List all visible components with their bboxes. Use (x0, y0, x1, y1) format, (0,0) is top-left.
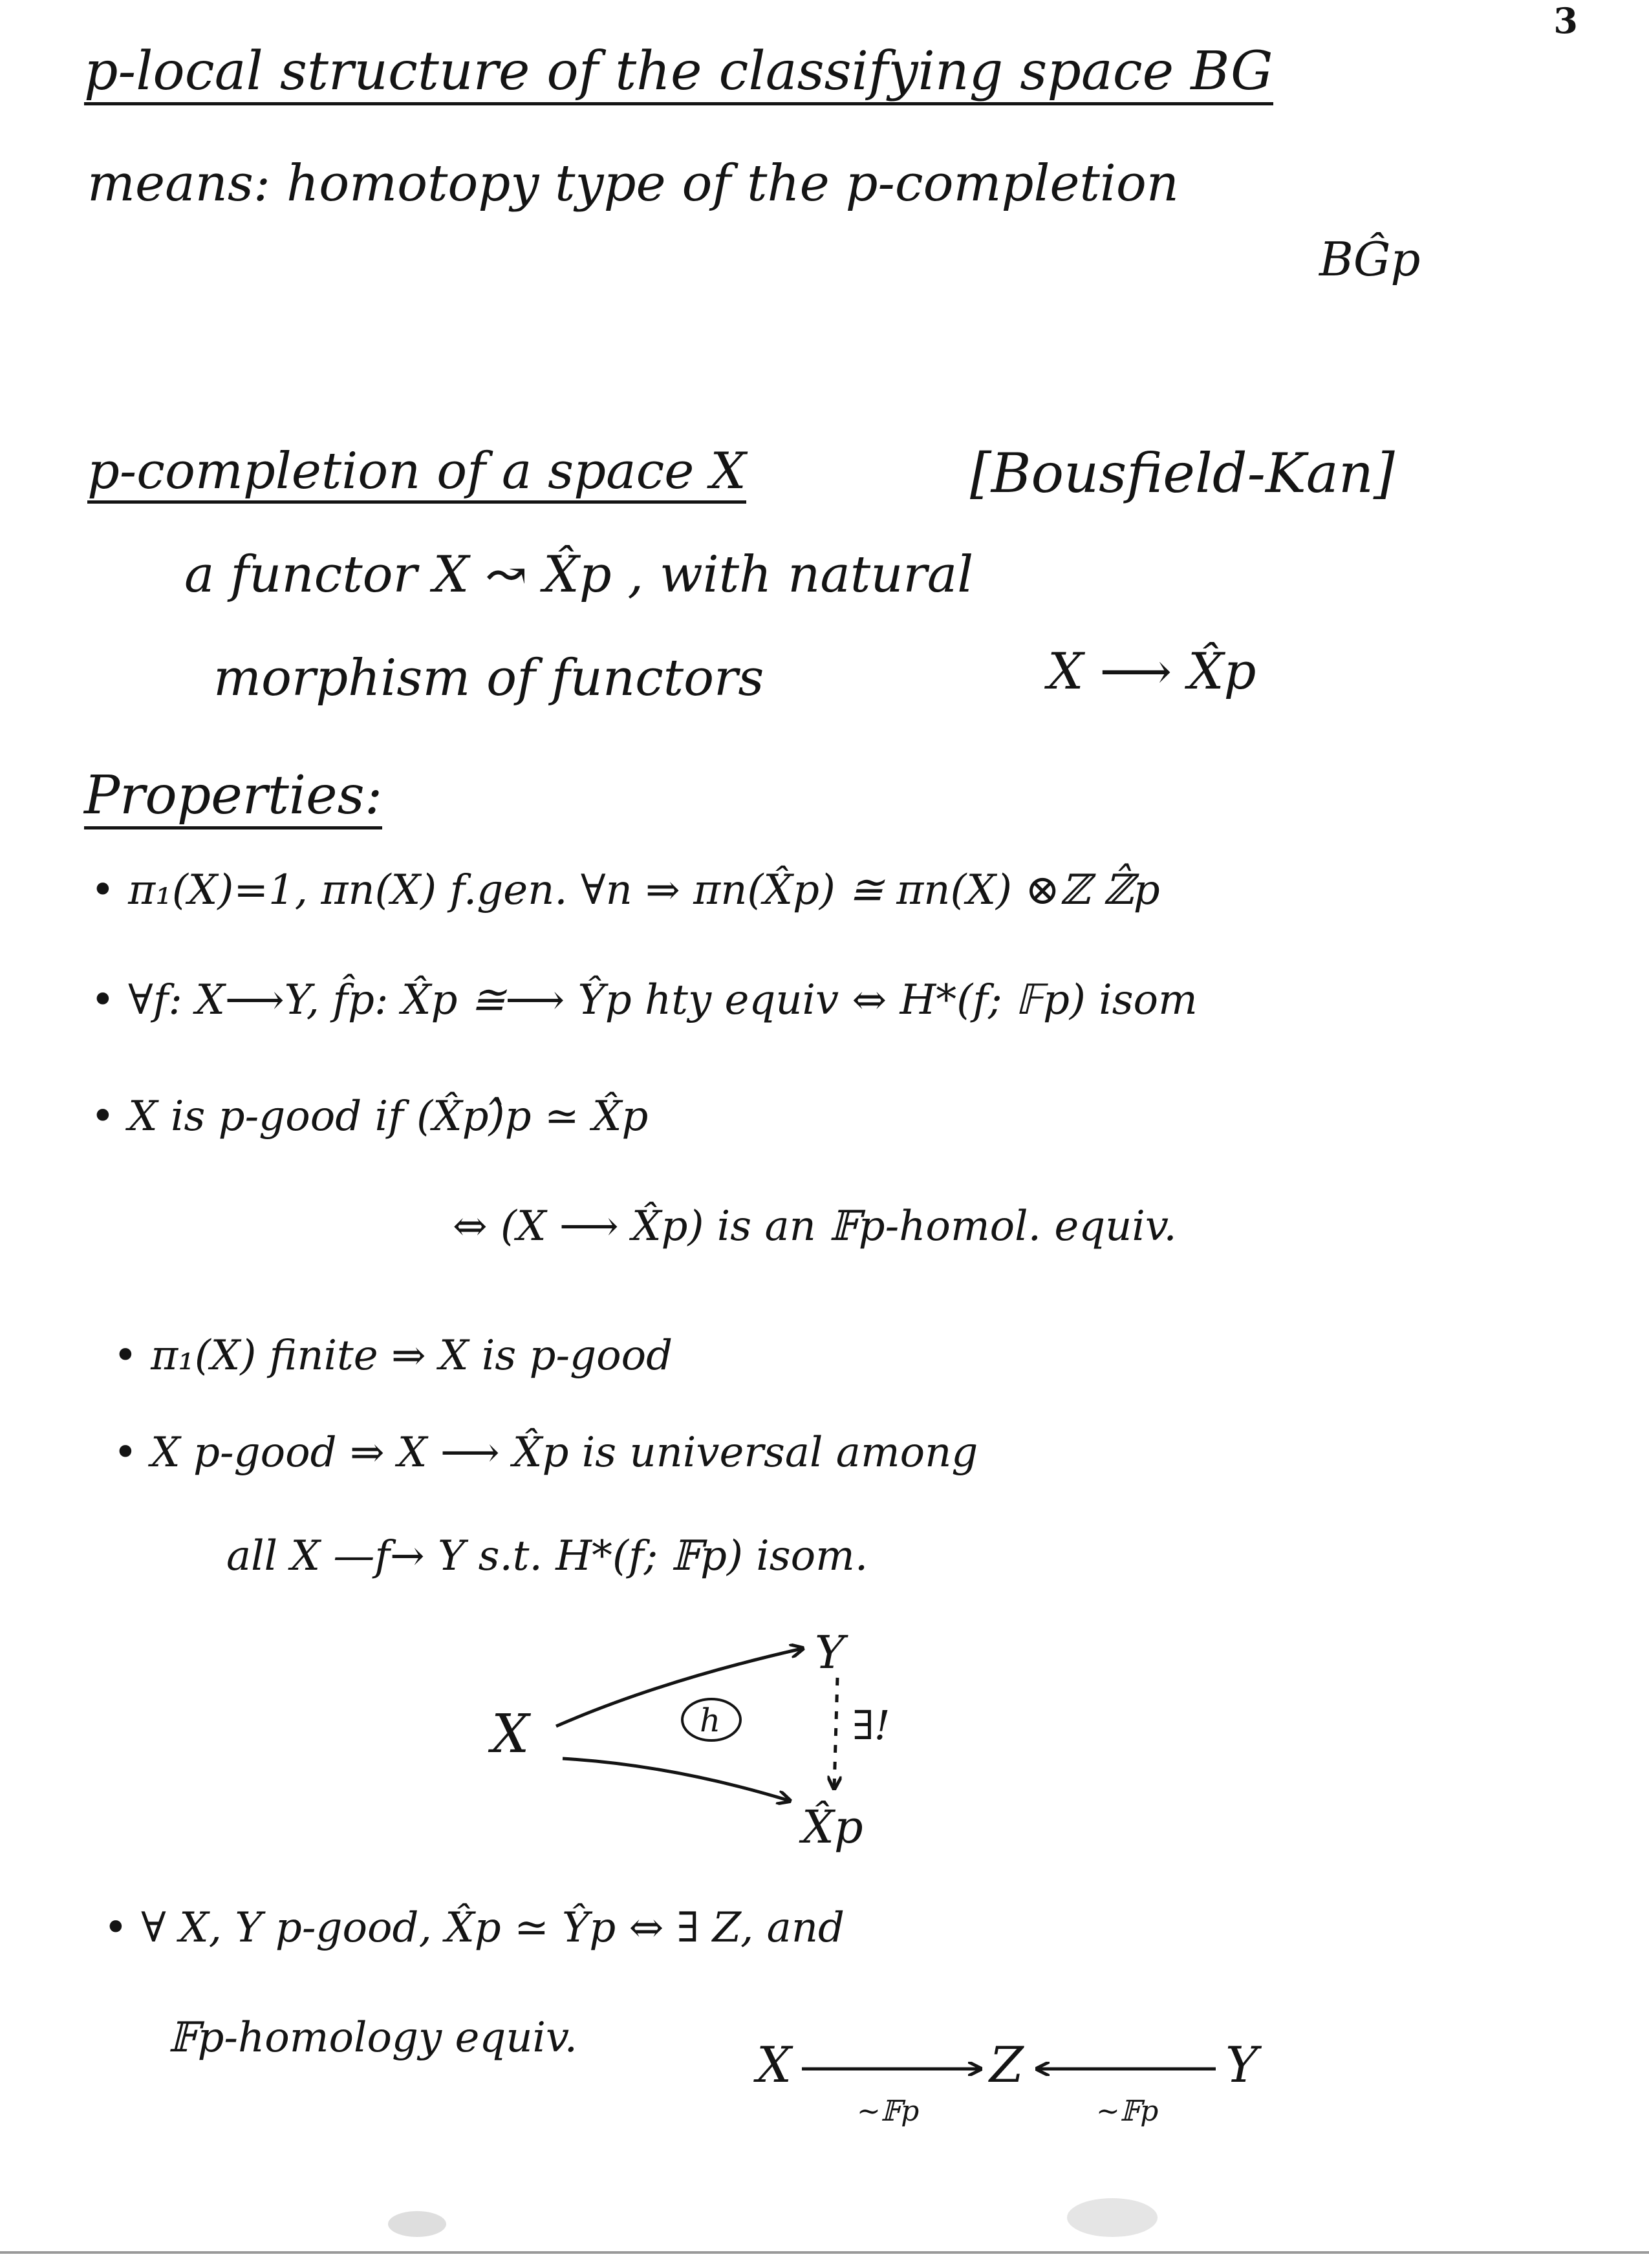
chain-mid: Z (989, 2036, 1024, 2093)
chain-label-right: ~𝔽p (1096, 2095, 1159, 2128)
page-number: 3 (1553, 0, 1578, 41)
property-3-equivalence: ⇔ (X ⟶ X̂p) is an 𝔽p-homol. equiv. (453, 1203, 1177, 1250)
final-line-2: 𝔽p-homology equiv. (168, 2014, 577, 2062)
universal-property-diagram (466, 1623, 983, 1920)
property-2: • ∀f: X⟶Y, f̂p: X̂p ≅⟶ Ŷp hty equiv ⇔ H*(f; 𝔽p) isom (91, 976, 1198, 1024)
completion-line-2: morphism of functors (213, 649, 764, 707)
chain-label-left: ~𝔽p (857, 2095, 920, 2128)
completion-citation: [Bousfield-Kan] (970, 442, 1395, 505)
property-1: • π₁(X)=1, πn(X) f.gen. ∀n ⇒ πn(X̂p) ≅ πn(X) ⊗ℤ ℤ̂p (91, 866, 1160, 914)
diagram-exists-label: ∃! (852, 1702, 890, 1749)
scan-speck (388, 2211, 446, 2237)
diagram-arrow-dashed (834, 1678, 837, 1788)
property-3-def: • X is p-good if (X̂p)̂p ≃ X̂p (91, 1093, 649, 1140)
homology-chain-diagram (750, 2024, 1306, 2153)
header-line-3: BĜp (1319, 232, 1421, 286)
diagram-arrow-bottom (563, 1759, 789, 1801)
completion-line-1: a functor X ↝ X̂p , with natural (184, 546, 974, 604)
completion-line-2-arrow: X ⟶ X̂p (1048, 643, 1256, 701)
chain-right: Y (1225, 2036, 1258, 2093)
chain-left: X (757, 2036, 792, 2093)
diagram-target-top: Y (815, 1626, 845, 1679)
property-4: • π₁(X) finite ⇒ X is p-good (113, 1332, 673, 1380)
header-line-2: means: homotopy type of the p-completion (87, 155, 1180, 213)
property-5: • X p-good ⇒ X ⟶ X̂p is universal among (113, 1429, 978, 1477)
property-5-cont: all X —f→ Y s.t. H*(f; 𝔽p) isom. (226, 1532, 868, 1580)
final-line-1: • ∀ X, Y p-good, X̂p ≃ Ŷp ⇔ ∃ Z, and (103, 1904, 845, 1952)
diagram-source: X (491, 1704, 530, 1765)
diagram-commute-mark: h (700, 1702, 721, 1739)
completion-heading: p-completion of a space X (87, 446, 746, 504)
diagram-arrow-top (556, 1649, 802, 1726)
properties-heading: Properties: (84, 769, 382, 829)
scan-speck (1067, 2198, 1158, 2237)
diagram-target-bottom: X̂p (802, 1801, 863, 1854)
header-title: p-local structure of the classifying space BG (84, 45, 1273, 105)
scan-edge-line (0, 2251, 1649, 2254)
